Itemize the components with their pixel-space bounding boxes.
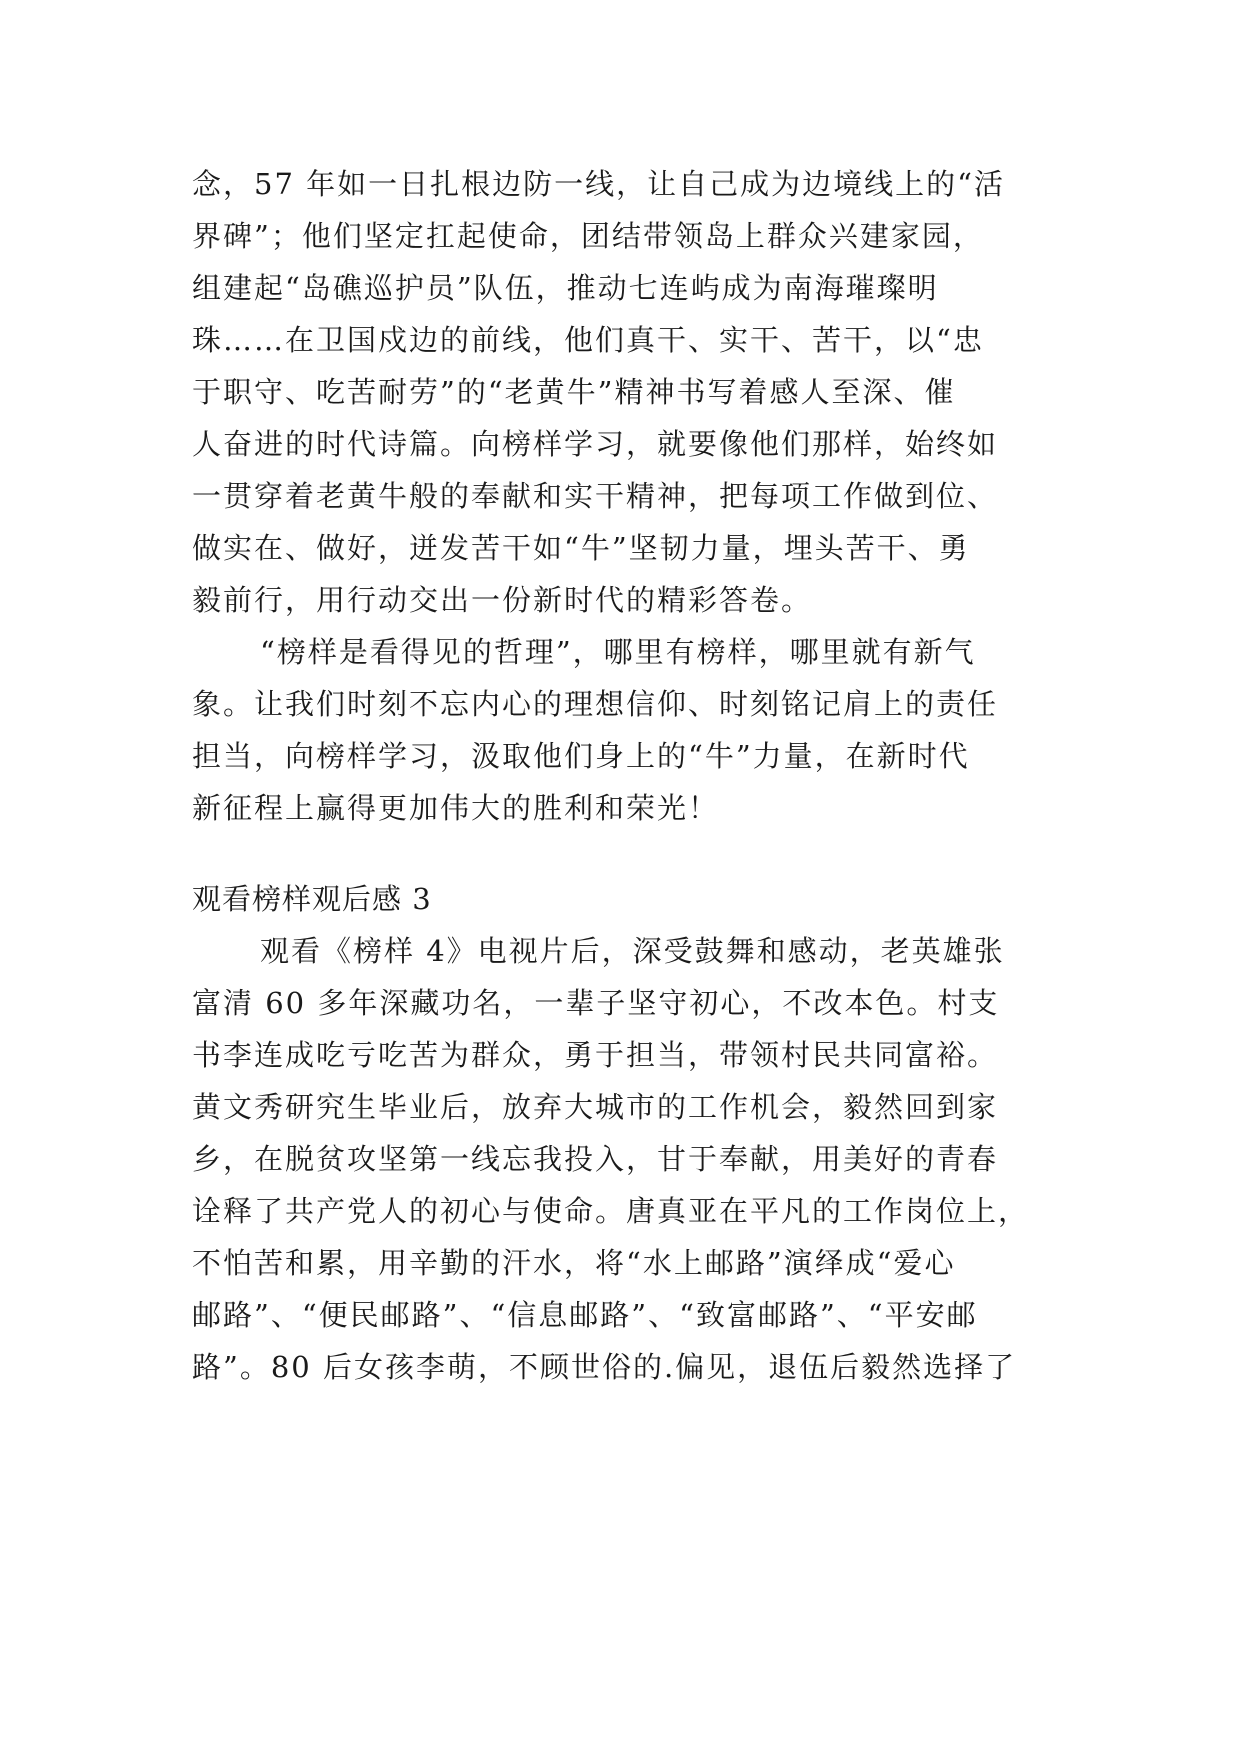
paragraph-line: 一贯穿着老黄牛般的奉献和实干精神，把每项工作做到位、 bbox=[192, 479, 999, 513]
paragraph-line: 象。让我们时刻不忘内心的理想信仰、时刻铭记肩上的责任 bbox=[192, 687, 999, 721]
paragraph-line: 诠释了共产党人的初心与使命。唐真亚在平凡的工作岗位上， bbox=[192, 1194, 1030, 1228]
paragraph-line: 观看《榜样 4》电视片后，深受鼓舞和感动，老英雄张 bbox=[260, 934, 1005, 968]
paragraph-line: 邮路”、“便民邮路”、“信息邮路”、“致富邮路”、“平安邮 bbox=[192, 1298, 978, 1332]
paragraph-line: 毅前行，用行动交出一份新时代的精彩答卷。 bbox=[192, 583, 813, 617]
paragraph-line: 担当，向榜样学习，汲取他们身上的“牛”力量，在新时代 bbox=[192, 739, 970, 773]
paragraph-line: 珠……在卫国戍边的前线，他们真干、实干、苦干，以“忠 bbox=[192, 323, 984, 357]
paragraph-line: 黄文秀研究生毕业后，放弃大城市的工作机会，毅然回到家 bbox=[192, 1090, 999, 1124]
paragraph-line: 念，57 年如一日扎根边防一线，让自己成为边境线上的“活 bbox=[192, 167, 1005, 201]
paragraph-line: 路”。80 后女孩李萌，不顾世俗的.偏见，退伍后毅然选择了 bbox=[192, 1350, 1017, 1384]
paragraph-line: 人奋进的时代诗篇。向榜样学习，就要像他们那样，始终如 bbox=[192, 427, 999, 461]
paragraph-line: 做实在、做好，迸发苦干如“牛”坚韧力量，埋头苦干、勇 bbox=[192, 531, 970, 565]
paragraph-line: “榜样是看得见的哲理”，哪里有榜样，哪里就有新气 bbox=[260, 635, 976, 669]
paragraph-line: 界碑”；他们坚定扛起使命，团结带领岛上群众兴建家园， bbox=[192, 219, 984, 253]
section-heading: 观看榜样观后感 3 bbox=[192, 882, 432, 916]
paragraph-line: 组建起“岛礁巡护员”队伍，推动七连屿成为南海璀璨明 bbox=[192, 271, 939, 305]
paragraph-line: 新征程上赢得更加伟大的胜利和荣光！ bbox=[192, 791, 720, 825]
paragraph-line: 乡，在脱贫攻坚第一线忘我投入，甘于奉献，用美好的青春 bbox=[192, 1142, 999, 1176]
paragraph-line: 富清 60 多年深藏功名，一辈子坚守初心，不改本色。村支 bbox=[192, 986, 1000, 1020]
paragraph-line: 于职守、吃苦耐劳”的“老黄牛”精神书写着感人至深、催 bbox=[192, 375, 956, 409]
paragraph-line: 不怕苦和累，用辛勤的汗水，将“水上邮路”演绎成“爱心 bbox=[192, 1246, 956, 1280]
paragraph-line: 书李连成吃亏吃苦为群众，勇于担当，带领村民共同富裕。 bbox=[192, 1038, 999, 1072]
